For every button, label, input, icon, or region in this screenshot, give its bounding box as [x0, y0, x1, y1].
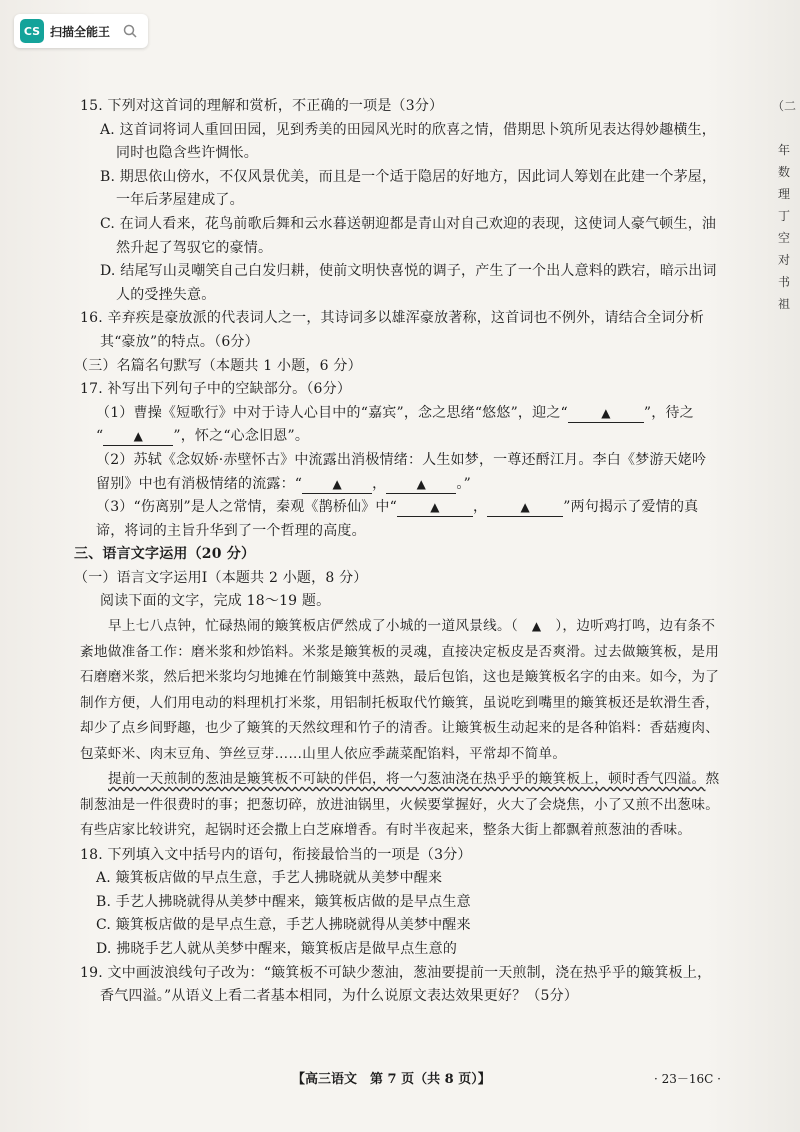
margin-char: 丁 — [777, 209, 790, 223]
q15-option-b: B. 期思依山傍水，不仅风景优美，而且是一个适于隐居的好地方，因此词人筹划在此建一个茅屋，一年后茅屋建成了。 — [100, 168, 717, 209]
q15-stem: 15. 下列对这首词的理解和赏析，不正确的一项是（3分） — [80, 98, 444, 114]
q17-stem: 17. 补写出下列句子中的空缺部分。（6分） — [80, 381, 352, 398]
subsection-1-heading: （一）语言文字运用Ⅰ（本题共 2 小题，8 分） — [74, 569, 368, 586]
answer-blank[interactable]: ▲ — [397, 498, 473, 517]
passage-paragraph-2: 提前一天煎制的葱油是簸箕板不可缺的伴侣，将一勺葱油浇在热乎乎的簸箕板上，顿时香气四溢。熬制葱油是一件很费时的事；把葱切碎，放进油锅里，火候要掌握好，火大了会烧焦，小了又煎不出葱味。有些店家比较讲究，起锅时还会撒上白芝麻增香。有时半夜起来，整条大街上都飘着煎葱油的香味。 — [80, 771, 720, 839]
page-footer — [0, 1068, 800, 1090]
q17-part2: （2）苏轼《念奴娇·赤壁怀古》中流露出消极情绪：人生如梦，一尊还酹江月。李白《梦游天姥吟留别》中也有消极情绪的流露：“ ▲ ， ▲ 。” — [96, 451, 707, 492]
answer-blank[interactable]: ▲ — [386, 475, 456, 494]
margin-char: 祖 — [777, 297, 790, 311]
wavy-underlined-sentence: 提前一天煎制的葱油是簸箕板不可缺的伴侣，将一勺葱油浇在热乎乎的簸箕板上，顿时香气四溢。 — [108, 771, 706, 788]
passage-paragraph-1: 早上七八点钟，忙碌热闹的簸箕板店俨然成了小城的一道风景线。（ ▲ ），边听鸡打鸣，边有条不紊地做准备工作：磨米浆和炒馅料。米浆是簸箕板的灵魂，直接决定板皮是否爽滑。过去做簸箕板，是用石磨磨米浆，然后把米浆均匀地摊在竹制簸箕中蒸熟，最后包馅，这也是簸箕板名字的由来。如今，为了制作方便，人们用电动的料理机打米浆，用铝制托板取代竹簸箕，虽说吃到嘴里的簸箕板还是软滑生香，却少了点乡间野趣，也少了簸箕的天然纹理和竹子的清香。让簸箕板生动起来的是各种馅料：香菇瘦肉、包菜虾米、肉末豆角、笋丝豆芽……山里人依应季蔬菜配馅料，平常却不简单。 — [80, 618, 720, 762]
q16: 16. 辛弃疾是豪放派的代表词人之一，其诗词多以雄浑豪放著称，这首词也不例外，请结合全词分析其“豪放”的特点。（6分） — [80, 310, 704, 350]
right-margin-bleed-text — [772, 95, 796, 315]
answer-blank[interactable]: ▲ — [302, 475, 372, 494]
answer-blank[interactable]: ▲ — [487, 498, 563, 517]
q18-option-c: C. 簸箕板店做的是早点生意，手艺人拂晓就得从美梦中醒来 — [96, 917, 471, 934]
margin-char: 数 — [777, 165, 790, 179]
q18-option-a: A. 簸箕板店做的早点生意，手艺人拂晓就从美梦中醒来 — [96, 870, 443, 887]
reading-instruction: 阅读下面的文字，完成 18～19 题。 — [100, 593, 331, 610]
q18-option-b: B. 手艺人拂晓就得从美梦中醒来，簸箕板店做的是早点生意 — [96, 893, 471, 910]
margin-char: （二 — [772, 99, 797, 113]
footer-code: · 23－16C · — [654, 1072, 721, 1086]
margin-char: 空 — [777, 231, 790, 245]
q15-option-d: D. 结尾写山灵嘲笑自己白发归耕，使前文明快喜悦的调子，产生了一个出人意料的跌宕，暗示出词人的受挫失意。 — [100, 263, 717, 303]
margin-char: 对 — [777, 253, 790, 267]
margin-char: 理 — [777, 187, 790, 201]
answer-blank[interactable]: ▲ — [568, 404, 644, 423]
section-3-heading: （三）名篇名句默写（本题共 1 小题，6 分） — [74, 357, 362, 374]
q15-option-c: C. 在词人看来，花鸟前歌后舞和云水暮送朝迎都是青山对自己欢迎的表现，这使词人豪气顿生，油然升起了驾驭它的豪情。 — [100, 215, 717, 256]
footer-page-info: 【高三语文 第 7 页（共 8 页）】 — [292, 1072, 491, 1087]
q17-part3: （3）“伤离别”是人之常情，秦观《鹊桥仙》中“ ▲ ， ▲ ”两句揭示了爱情的真谛，将词的主旨升华到了一个哲理的高度。 — [96, 499, 699, 539]
q18-stem: 18. 下列填入文中括号内的语句，衔接最恰当的一项是（3分） — [80, 846, 472, 863]
q18-option-d: D. 拂晓手艺人就从美梦中醒来，簸箕板店是做早点生意的 — [96, 940, 458, 957]
exam-content — [74, 95, 720, 1009]
q17-part1: （1）曹操《短歌行》中对于诗人心目中的“嘉宾”，念之思绪“悠悠”，迎之“ ▲ ”，待之 “ ▲ ”，怀之“心念旧恩”。 — [96, 404, 694, 445]
margin-char: 书 — [777, 275, 790, 289]
q19: 19. 文中画波浪线句子改为：“簸箕板不可缺少葱油，葱油要提前一天煎制，浇在热乎乎的簸箕板上，香气四溢。”从语义上看二者基本相同，为什么说原文表达效果更好？（5分） — [80, 964, 712, 1005]
search-icon[interactable] — [122, 23, 138, 39]
q15-option-a: A. 这首词将词人重回田园，见到秀美的田园风光时的欣喜之情，借期思卜筑所见表达得妙趣横生，同时也隐含些许惆怅。 — [100, 121, 717, 162]
answer-blank[interactable]: ▲ — [103, 427, 173, 446]
camscanner-logo-icon: CS — [20, 19, 44, 43]
passage-blank-mark: ▲ — [531, 619, 542, 634]
app-name: 扫描全能王 — [50, 24, 111, 39]
part-3-heading: 三、语言文字运用（20 分） — [74, 546, 256, 563]
margin-char: 年 — [777, 143, 790, 157]
scanner-badge[interactable] — [14, 14, 148, 48]
